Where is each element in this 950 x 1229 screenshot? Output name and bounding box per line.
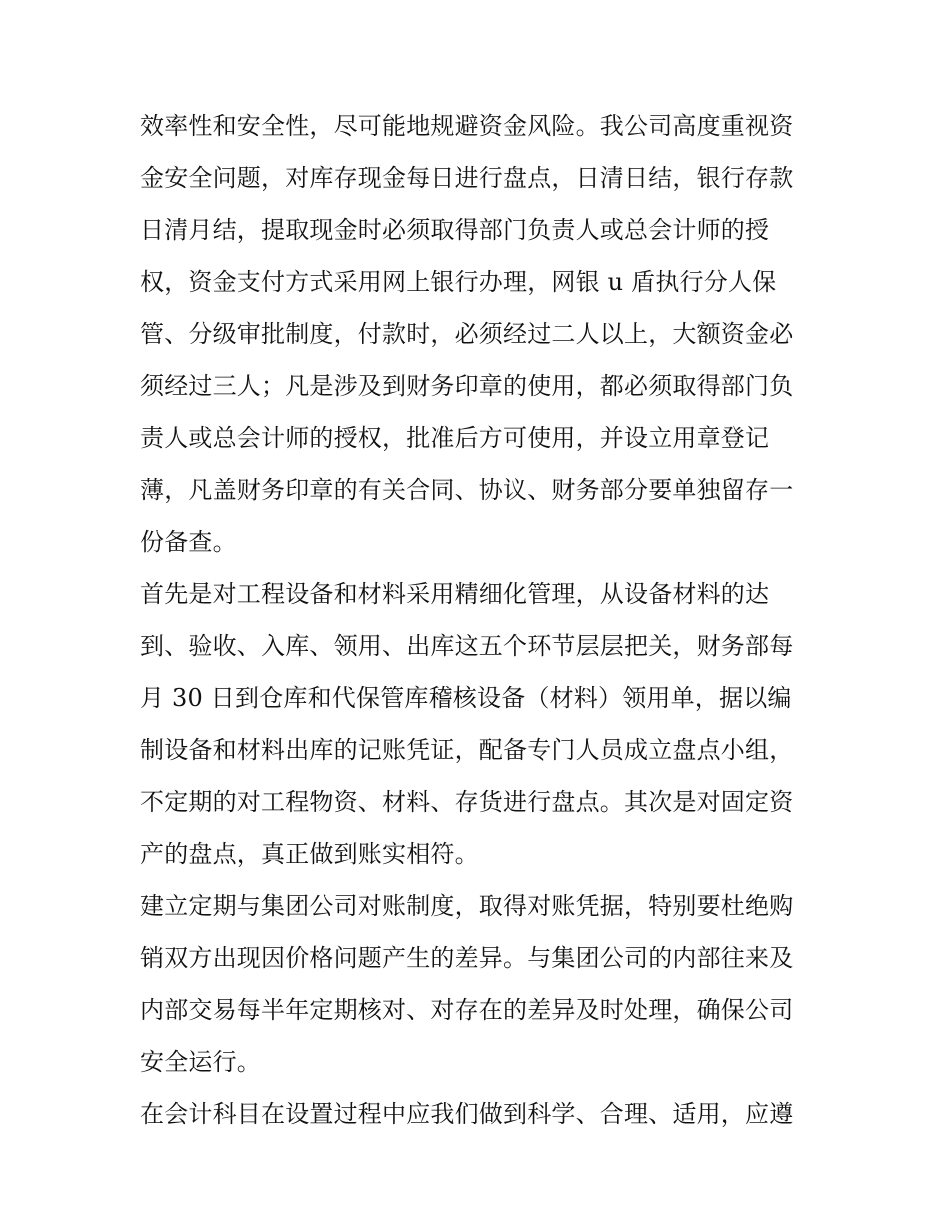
text-line: 建立定期与集团公司对账制度，取得对账凭据，特别要杜绝购 bbox=[140, 892, 794, 920]
text-line: 份备查。 bbox=[140, 528, 237, 556]
text-line: 薄，凡盖财务印章的有关合同、协议、财务部分要单独留存一 bbox=[140, 476, 794, 504]
text-line: 月 30 日到仓库和代保管库稽核设备（材料）领用单，据以编 bbox=[140, 684, 792, 712]
text-line: 安全运行。 bbox=[140, 1048, 261, 1076]
text-line: 产的盘点，真正做到账实相符。 bbox=[140, 840, 479, 868]
text-line: 须经过三人；凡是涉及到财务印章的使用，都必须取得部门负 bbox=[140, 372, 794, 400]
text-line: 内部交易每半年定期核对、对存在的差异及时处理，确保公司 bbox=[140, 996, 794, 1024]
text-line: 首先是对工程设备和材料采用精细化管理，从设备材料的达 bbox=[140, 580, 770, 608]
text-line: 金安全问题，对库存现金每日进行盘点，日清日结，银行存款 bbox=[140, 164, 794, 192]
text-line: 管、分级审批制度，付款时，必须经过二人以上，大额资金必 bbox=[140, 320, 794, 348]
text-line: 在会计科目在设置过程中应我们做到科学、合理、适用，应遵 bbox=[140, 1100, 794, 1128]
text-line: 责人或总会计师的授权，批准后方可使用，并设立用章登记 bbox=[140, 424, 770, 452]
text-line: 不定期的对工程物资、材料、存货进行盘点。其次是对固定资 bbox=[140, 788, 794, 816]
text-line: 到、验收、入库、领用、出库这五个环节层层把关，财务部每 bbox=[140, 632, 794, 660]
text-line: 效率性和安全性，尽可能地规避资金风险。我公司高度重视资 bbox=[140, 112, 794, 140]
text-line: 日清月结，提取现金时必须取得部门负责人或总会计师的授 bbox=[140, 216, 770, 244]
body-text bbox=[140, 100, 820, 1140]
text-line: 销双方出现因价格问题产生的差异。与集团公司的内部往来及 bbox=[140, 944, 794, 972]
text-line: 权，资金支付方式采用网上银行办理，网银 u 盾执行分人保 bbox=[140, 268, 777, 296]
text-line: 制设备和材料出库的记账凭证，配备专门人员成立盘点小组， bbox=[140, 736, 794, 764]
